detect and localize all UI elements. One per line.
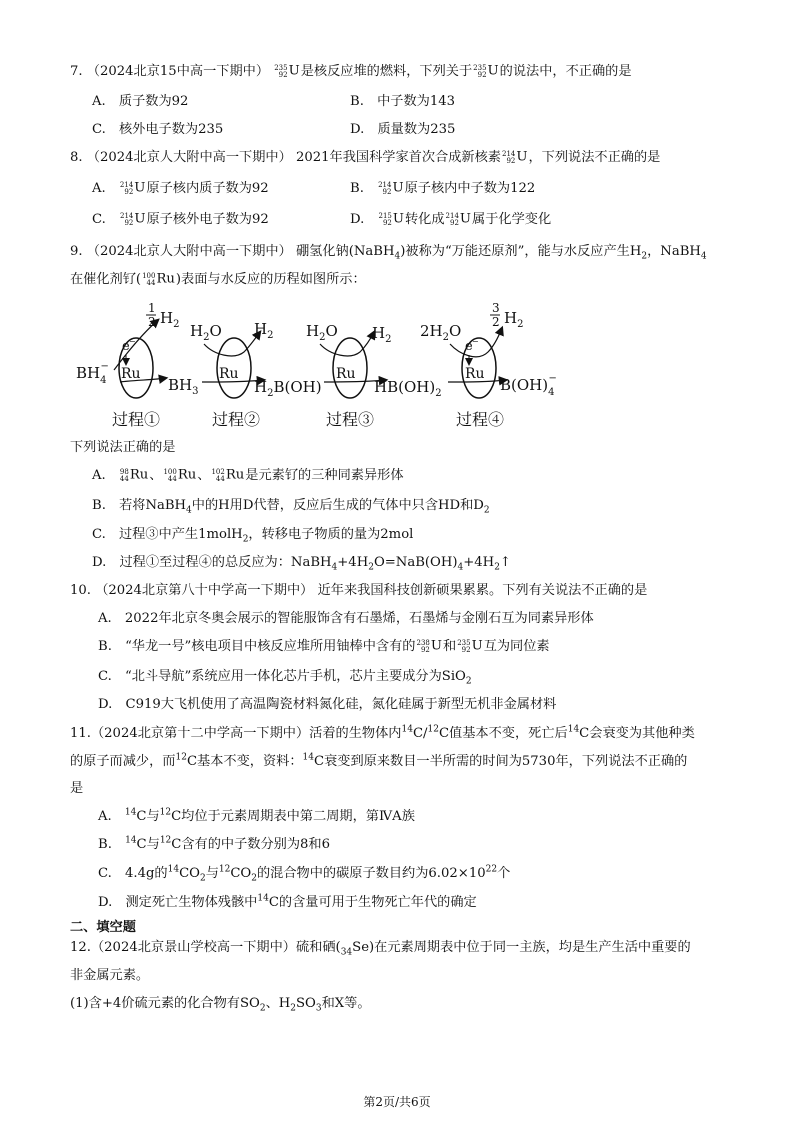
svg-text:e: e: [465, 339, 473, 354]
q9-stem-line2: 在催化剂钌( 100 44 Ru)表面与水反应的历程如图所示：: [70, 271, 366, 287]
page-footer: 第2页/共6页: [363, 1095, 431, 1109]
isotope-u235: 235 92 U: [274, 63, 300, 79]
q10-option-c[interactable]: C. “北斗导航”系统应用一体化芯片手机，芯片主要成分为SiO$_2$: [98, 669, 472, 687]
svg-text:2H2O: $2H_2O$: [420, 322, 462, 343]
q9-option-b[interactable]: B. 若将NaBH$_4$中的H用D代替，反应后生成的气体中只含HD和$D_2$: [92, 498, 490, 516]
reaction-mechanism-diagram: [74, 300, 634, 435]
q9-option-a[interactable]: A. 98 44 Ru、 100 44 Ru、 102 44 Ru是元素钌的三种同素异形体: [92, 467, 404, 483]
process-1-label: 过程①: [112, 410, 161, 429]
q8-stem: 8. （2024北京人大附中高一下期中） 2021年我国科学家首次合成新核素 214 92 U，下列说法不正确的是: [70, 149, 661, 165]
isotope-u235: 235 92 U: [473, 63, 499, 79]
q7-option-b[interactable]: B. 中子数为143: [350, 94, 455, 109]
svg-text:H2B(OH): $H_2B(OH)$: [254, 378, 322, 399]
q12-stem-line1: 12.（2024北京景山学校高一下期中）硫和硒$(_{34}Se)$在元素周期表中位于同一主族，均是生产生活中重要的: [70, 940, 691, 958]
process-2-label: 过程②: [212, 410, 261, 429]
q11-stem-line2: 的原子而减少，而$^{12}$C基本不变，资料：$^{14}$C衰变到原来数目一半所需的时间为5730年，下列说法不正确的: [70, 752, 688, 769]
svg-text:2: 2: [492, 315, 500, 329]
process-3-label: 过程③: [326, 410, 375, 429]
q7-mid: 是核反应堆的燃料，下列关于: [300, 64, 473, 79]
q8-option-d[interactable]: D. 215 92 U转化成 214 92 U属于化学变化: [350, 211, 552, 227]
process-2: [190, 320, 322, 429]
process-1: [112, 301, 198, 429]
svg-text:H2: $H_2$: [372, 324, 392, 345]
q10-option-b[interactable]: B. “华龙一号”核电项目中核反应堆所用铀棒中含有的 238 92 U和 235 92 U互为同位素: [98, 638, 550, 654]
q11-stem-line1: 11.（2024北京第十二中学高一下期中）活着的生物体内$^{14}$C/$^{12}$C值基本不变，死亡后$^{14}$C会衰变为其他种类: [70, 724, 695, 741]
bh4-label: $BH_4-$: [76, 361, 109, 386]
ru-label: Ru: [219, 366, 239, 382]
q11-option-d[interactable]: D. 测定死亡生物体残骸中$^{14}$C的含量可用于生物死亡年代的确定: [98, 893, 477, 910]
q11-stem-line3: 是: [70, 781, 84, 796]
q7-stem: [70, 64, 632, 80]
q10-stem: 10. （2024北京第八十中学高一下期中） 近年来我国科技创新硕果累累。下列有关说法不正确的是: [70, 583, 648, 598]
svg-text:−: −: [472, 337, 479, 346]
q9-stem-line1: 9. （2024北京人大附中高一下期中） 硼氢化钠(NaBH$_4$)被称为“万能还原剂”，能与水反应产生$H_2$，NaBH$_4$: [70, 244, 707, 262]
section-heading: 二、填空题: [70, 920, 136, 935]
svg-text:−: −: [129, 337, 136, 346]
q8-option-c[interactable]: C. 214 92 U原子核外电子数为92: [92, 211, 269, 227]
q9-question: 下列说法正确的是: [70, 440, 176, 455]
process-4-label: 过程④: [456, 410, 505, 429]
q7-option-d[interactable]: D. 质量数为235: [350, 122, 456, 137]
q10-option-a[interactable]: A. 2022年北京冬奥会展示的智能服饰含有石墨烯，石墨烯与金刚石互为同素异形体: [98, 611, 594, 626]
isotope-ru100: 100 44 Ru: [142, 271, 175, 287]
q8-option-a[interactable]: A. 214 92 U原子核内质子数为92: [92, 180, 269, 196]
q8-option-b[interactable]: B. 214 92 U原子核内中子数为122: [350, 180, 536, 196]
isotope-u214: 214 92 U: [502, 149, 528, 165]
q7-tail: 的说法中，不正确的是: [499, 64, 632, 79]
svg-text:HB(OH)2: $HB(OH)_2$: [374, 378, 442, 399]
svg-text:H2: $H_2$: [160, 309, 180, 330]
q9-option-d[interactable]: D. 过程①至过程④的总反应为：$NaBH_4+4H_2O=NaB(OH)_4+4H_2↑$: [92, 555, 511, 573]
q7-number: 7.: [70, 64, 83, 79]
q9-option-c[interactable]: C. 过程③中产生1molH$_2$，转移电子物质的量为2mol: [92, 527, 414, 545]
ru-label: Ru: [336, 366, 356, 382]
q10-option-d[interactable]: D. C919大飞机使用了高温陶瓷材料氮化硅，氮化硅属于新型无机非金属材料: [98, 697, 557, 712]
q7-source: （2024北京15中高一下期中）: [86, 64, 270, 79]
ru-label: Ru: [121, 366, 141, 382]
q11-option-a[interactable]: A. $^{14}$C与$^{12}$C均位于元素周期表中第二周期，第ⅣA族: [98, 807, 415, 824]
svg-text:H2O: $H_2O$: [190, 322, 222, 343]
ru-label: Ru: [465, 366, 485, 382]
svg-text:B(OH)4−: $B(OH)_4-$: [500, 373, 557, 398]
process-4: [420, 301, 557, 429]
svg-text:BH3: $BH_3$: [168, 376, 199, 397]
q12-stem-line2: 非金属元素。: [70, 968, 150, 983]
svg-text:3: 3: [492, 301, 500, 315]
svg-text:1: 1: [148, 301, 156, 315]
q7-option-c[interactable]: C. 核外电子数为235: [92, 122, 224, 137]
svg-text:e: e: [122, 339, 130, 354]
q7-option-a[interactable]: A. 质子数为92: [92, 94, 189, 109]
svg-text:H2O: $H_2O$: [306, 322, 338, 343]
q11-option-b[interactable]: B. $^{14}$C与$^{12}$C含有的中子数分别为8和6: [98, 835, 331, 852]
svg-text:H2: $H_2$: [504, 309, 524, 330]
q11-option-c[interactable]: C. 4.4g的$^{14}CO_2$与$^{12}CO_2$的混合物中的碳原子数目约为$6.02\times 10^{22}$个: [98, 864, 511, 884]
svg-text:H2: $H_2$: [254, 320, 274, 341]
q12-part-1: (1)含+4价硫元素的化合物有$SO_2$、$H_2SO_3$和X等。: [70, 996, 371, 1014]
svg-text:2: 2: [148, 315, 156, 329]
